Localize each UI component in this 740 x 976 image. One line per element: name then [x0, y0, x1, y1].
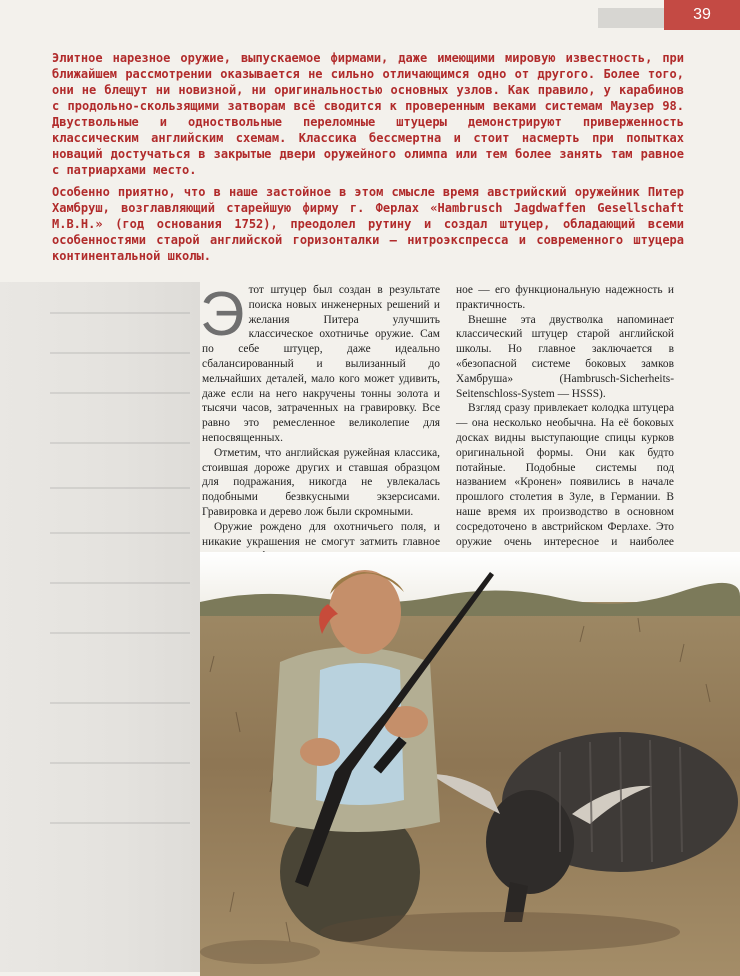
article-column-1: [200, 280, 440, 579]
article-column-2: [456, 283, 674, 564]
col1-paragraph-3: Оружие рождено для охотничьего поля, и никакие украшения не смогут затмить главное: [202, 520, 440, 548]
drop-cap: Э: [200, 280, 245, 349]
col2-paragraph-1: ное — его функциональную надежность и практичность.: [456, 284, 674, 311]
col2-paragraph-3: Взгляд сразу привлекает колодка штуцера — она несколько необычна. На её боковых досках видны выступающие спицы курков оригинальной формы. Они как будто потайные. Подобные системы под названием «Кронен» появились в начале прошлого столетия в Зуле, в Германии. В наше время их производство в основном сосредоточено в австрийском Ферлахе. Это оружие очень интересное и наиболее: [456, 402, 674, 548]
article-lead: [52, 50, 684, 270]
photo-illustration: [200, 552, 740, 976]
col2-paragraph-2: Внешне эта двустволка напоминает классический штуцер старой английской школы. Но главное заключается в «безопасной системе боковых замков Хамбруша» (Hambrusch-Sicherheits-Seitenschloss-System — HSSS).: [456, 313, 674, 400]
hunter-photo: [200, 552, 740, 976]
col1-paragraph-1: Этот штуцер был создан в результате поиска новых инженерных решений и желания Питера улучшить классическое охотничье оружие. Сам по себе штуцер, даже идеально сбалансированный и вылизанный до мельчайших деталей, мало кого может удивить, даже если на него накручены тонны золота и тысячи часов, затраченных на гравировку. Все равно это ремесленное великолепие для непосвященных.: [200, 280, 440, 444]
page-number: 39: [664, 0, 740, 30]
left-bleed-area: [0, 282, 200, 972]
lead-paragraph-2: Особенно приятно, что в наше застойное в этом смысле время австрийский оружейник Питер Хамбруш, возглавляющий старейшую фирму г. Ферлах «Hambrusch Jagdwaffen Gesellschaft M.B.H.» (год основания 1752), преодолел рутину и создал штуцер, обладающий всеми особенностями старой английской горизонталки — нитроэкспресса и современного штуцера континентальной школы.: [52, 185, 684, 263]
lead-paragraph-1: Элитное нарезное оружие, выпускаемое фирмами, даже имеющими мировую известность, при ближайшем рассмотрении оказывается не сильно отличающимся одно от другого. Более того, они не блещут ни новизной, ни оригинальностью основных узлов. Как правило, у карабинов с продольно-скользящими затворам всё сводится к проверенным веками системам Маузер 98. Двуствольные и одноствольные переломные штуцеры демонстрируют приверженность классическим английским схемам. Классика бессмертна и стоит насмерть при попытках новаций достучаться в закрытые двери оружейного олимпа или тем более занять там равное с патриархами место.: [52, 51, 684, 177]
col1-paragraph-2: Отметим, что английская ружейная классика, стоившая дороже других и ставшая образцом для подражания, никогда не увлекалась подобными безвкусными экзерсисами. Гравировка и дерево лож были скромными.: [202, 446, 440, 518]
header-bleed: [598, 8, 664, 28]
